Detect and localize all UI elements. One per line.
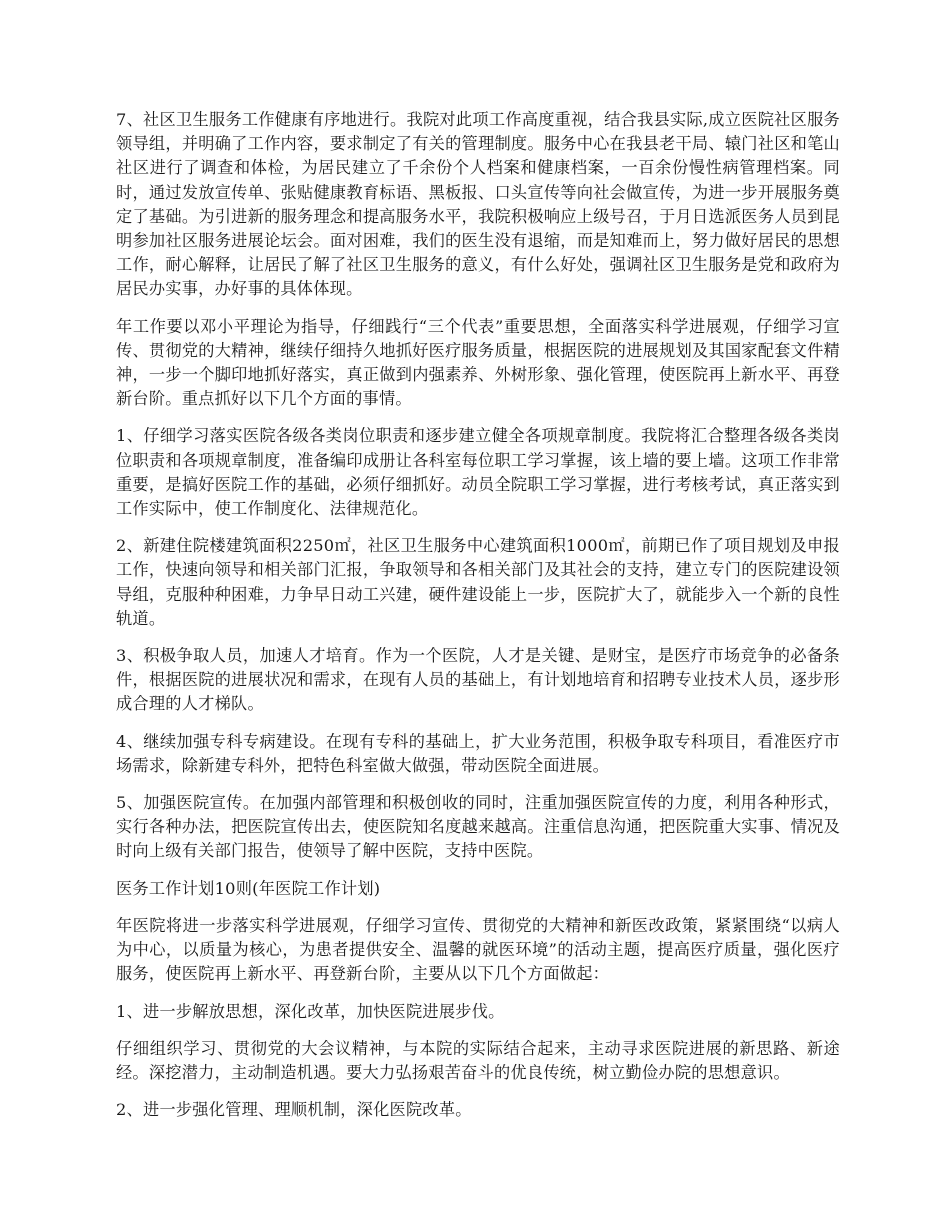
paragraph-item-2-construction: 2、新建住院楼建筑面积2250㎡，社区卫生服务中心建筑面积1000㎡，前期已作了项目规划及申报工作，快速向领导和相关部门汇报，争取领导和各相关部门及其社会的支持，建立专门的医院建设领导组，克服种种困难，力争早日动工兴建，硬件建设能上一步，医院扩大了，就能步入一个新的良性轨道。: [116, 536, 840, 628]
paragraph-item-5-publicity: 5、加强医院宣传。在加强内部管理和积极创收的同时，注重加强医院宣传的力度，利用各种形式，实行各种办法，把医院宣传出去，使医院知名度越来越高。注重信息沟通，把医院重大实事、情况及时向上级有关部门报告，使领导了解中医院，支持中医院。: [116, 793, 840, 861]
paragraph-item-4-specialty: 4、继续加强专科专病建设。在现有专科的基础上，扩大业务范围，积极争取专科项目，看准医疗市场需求，除新建专科外，把特色科室做大做强，带动医院全面进展。: [116, 731, 840, 775]
paragraph-plan-item-2: 2、进一步强化管理、理顺机制，深化医院改革。: [116, 1100, 472, 1120]
paragraph-item-3-talent: 3、积极争取人员，加速人才培育。作为一个医院，人才是关键、是财宝，是医疗市场竞争的必备条件，根据医院的进展状况和需求，在现有人员的基础上，有计划地培育和招聘专业技术人员，逐步形成合理的人才梯队。: [116, 646, 840, 714]
paragraph-item-1-responsibilities: 1、仔细学习落实医院各级各类岗位职责和逐步建立健全各项规章制度。我院将汇合整理各级各类岗位职责和各项规章制度，准备编印成册让各科室每位职工学习掌握，该上墙的要上墙。这项工作非常重要，是搞好医院工作的基础，必须仔细抓好。动员全院职工学习掌握，进行考核考试，真正落实到工作实际中，使工作制度化、法律规范化。: [116, 426, 840, 519]
paragraph-community-health: 7、社区卫生服务工作健康有序地进行。我院对此项工作高度重视，结合我县实际,成立医院社区服务领导组，并明确了工作内容，要求制定了有关的管理制度。服务中心在我县老干局、辕门社区和笔山社区进行了调查和体检，为居民建立了千余份个人档案和健康档案，一百余份慢性病管理档案。同时，通过发放宣传单、张贴健康教育标语、黑板报、口头宣传等向社会做宣传，为进一步开展服务奠定了基础。为引进新的服务理念和提高服务水平，我院积极响应上级号召，于月日选派医务人员到昆明参加社区服务进展论坛会。面对困难，我们的医生没有退缩，而是知难而上，努力做好居民的思想工作，耐心解释，让居民了解了社区卫生服务的意义，有什么好处，强调社区卫生服务是党和政府为居民办实事，办好事的具体体现。: [116, 110, 840, 299]
document-page: [116, 108, 840, 1135]
paragraph-plan-item-1: 1、进一步解放思想，深化改革，加快医院进展步伐。: [116, 1001, 505, 1021]
section-heading: 医务工作计划10则(年医院工作计划): [116, 878, 381, 898]
paragraph-annual-guideline: 年工作要以邓小平理论为指导，仔细践行“三个代表”重要思想，全面落实科学进展观，仔细学习宣传、贯彻党的大精神，继续仔细持久地抓好医疗服务质量，根据医院的进展规划及其国家配套文件精神，一步一个脚印地抓好落实，真正做到内强素养、外树形象、强化管理，使医院再上新水平、再登新台阶。重点抓好以下几个方面的事情。: [116, 316, 840, 409]
paragraph-plan-item-1-detail: 仔细组织学习、贯彻党的大会议精神，与本院的实际结合起来，主动寻求医院进展的新思路、新途经。深挖潜力，主动制造机遇。要大力弘扬艰苦奋斗的优良传统，树立勤俭办院的思想意识。: [116, 1038, 840, 1082]
paragraph-hospital-plan-intro: 年医院将进一步落实科学进展观，仔细学习宣传、贯彻党的大精神和新医改政策，紧紧围绕“以病人为中心，以质量为核心，为患者提供安全、温馨的就医环境”的活动主题，提高医疗质量，强化医疗服务，使医院再上新水平、再登新台阶，主要从以下几个方面做起：: [116, 915, 840, 984]
